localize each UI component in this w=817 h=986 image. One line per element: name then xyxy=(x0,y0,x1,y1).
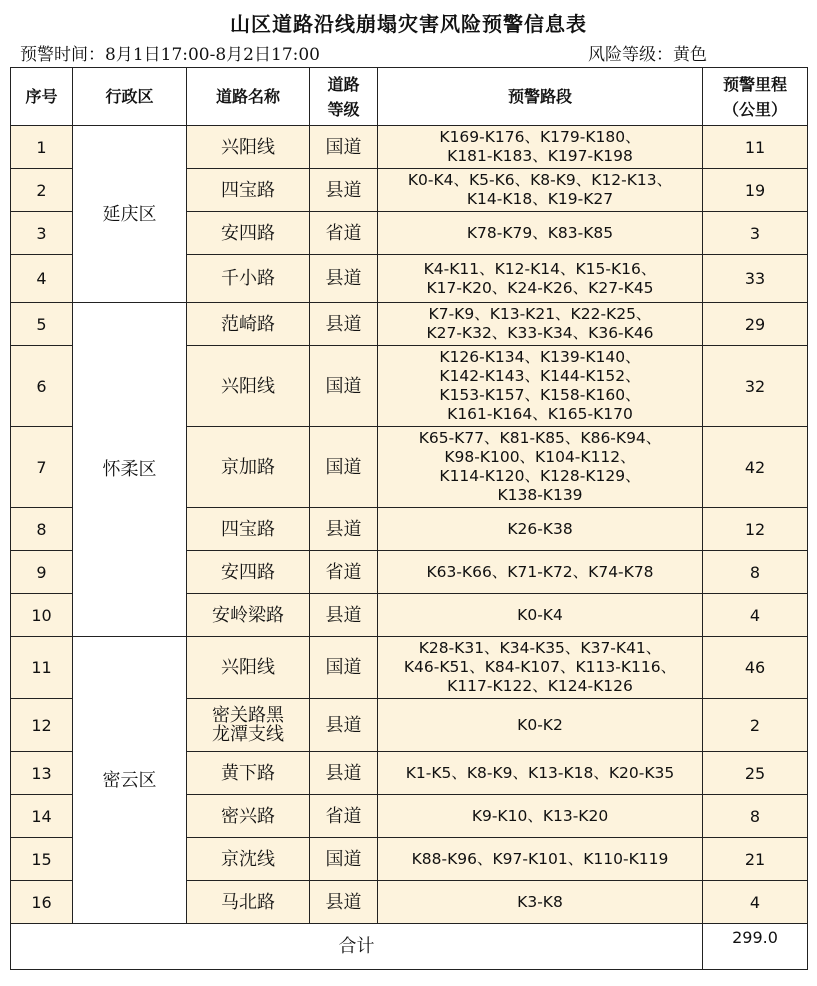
row-segment: K63-K66、K71-K72、K74-K78 xyxy=(378,551,703,594)
row-mileage: 8 xyxy=(703,795,808,838)
row-mileage: 3 xyxy=(703,212,808,255)
row-segment: K7-K9、K13-K21、K22-K25、 K27-K32、K33-K34、K36-K46 xyxy=(378,303,703,346)
row-mileage: 19 xyxy=(703,169,808,212)
row-road-grade: 国道 xyxy=(310,346,378,427)
row-road-grade: 省道 xyxy=(310,212,378,255)
row-segment: K9-K10、K13-K20 xyxy=(378,795,703,838)
district-cell: 延庆区 xyxy=(73,126,187,303)
district-cell: 怀柔区 xyxy=(73,303,187,637)
row-road-name: 京沈线 xyxy=(187,838,310,881)
row-road-name: 四宝路 xyxy=(187,508,310,551)
row-road-name: 京加路 xyxy=(187,427,310,508)
row-seq: 10 xyxy=(11,594,73,637)
row-road-grade: 国道 xyxy=(310,838,378,881)
row-segment: K169-K176、K179-K180、 K181-K183、K197-K198 xyxy=(378,126,703,169)
header-mileage-line1: 预警里程 xyxy=(722,74,787,94)
row-segment: K4-K11、K12-K14、K15-K16、 K17-K20、K24-K26、K27-K45 xyxy=(378,255,703,303)
total-value: 299.0 xyxy=(703,924,808,970)
header-seq: 序号 xyxy=(11,68,73,126)
row-road-name: 密兴路 xyxy=(187,795,310,838)
row-road-name: 千小路 xyxy=(187,255,310,303)
row-mileage: 2 xyxy=(703,699,808,752)
total-row xyxy=(11,924,808,970)
row-segment: K0-K2 xyxy=(378,699,703,752)
row-road-name: 四宝路 xyxy=(187,169,310,212)
row-segment: K26-K38 xyxy=(378,508,703,551)
row-seq: 7 xyxy=(11,427,73,508)
row-segment: K0-K4 xyxy=(378,594,703,637)
district-cell: 密云区 xyxy=(73,637,187,924)
row-mileage: 32 xyxy=(703,346,808,427)
header-road-grade-line2: 等级 xyxy=(327,99,360,119)
header-segment: 预警路段 xyxy=(378,68,703,126)
row-mileage: 42 xyxy=(703,427,808,508)
row-seq: 3 xyxy=(11,212,73,255)
row-segment: K65-K77、K81-K85、K86-K94、 K98-K100、K104-K112、 K114-K120、K128-K129、 K138-K139 xyxy=(378,427,703,508)
row-road-name: 密关路黑 龙潭支线 xyxy=(187,699,310,752)
row-mileage: 11 xyxy=(703,126,808,169)
row-segment: K78-K79、K83-K85 xyxy=(378,212,703,255)
row-segment: K28-K31、K34-K35、K37-K41、 K46-K51、K84-K107、K113-K116、 K117-K122、K124-K126 xyxy=(378,637,703,699)
row-mileage: 25 xyxy=(703,752,808,795)
row-road-name: 兴阳线 xyxy=(187,346,310,427)
row-seq: 13 xyxy=(11,752,73,795)
header-road-grade xyxy=(310,68,378,126)
row-road-name: 范崎路 xyxy=(187,303,310,346)
row-seq: 11 xyxy=(11,637,73,699)
row-road-name: 安岭梁路 xyxy=(187,594,310,637)
warning-table xyxy=(10,67,808,970)
row-segment: K0-K4、K5-K6、K8-K9、K12-K13、 K14-K18、K19-K27 xyxy=(378,169,703,212)
row-road-grade: 县道 xyxy=(310,508,378,551)
row-mileage: 21 xyxy=(703,838,808,881)
row-road-grade: 国道 xyxy=(310,427,378,508)
row-seq: 2 xyxy=(11,169,73,212)
row-segment: K1-K5、K8-K9、K13-K18、K20-K35 xyxy=(378,752,703,795)
row-segment: K126-K134、K139-K140、 K142-K143、K144-K152、 K153-K157、K158-K160、 K161-K164、K165-K170 xyxy=(378,346,703,427)
row-road-grade: 国道 xyxy=(310,637,378,699)
row-road-grade: 国道 xyxy=(310,126,378,169)
table-body xyxy=(11,126,808,970)
row-mileage: 29 xyxy=(703,303,808,346)
row-road-grade: 县道 xyxy=(310,255,378,303)
header-mileage xyxy=(703,68,808,126)
row-road-grade: 省道 xyxy=(310,795,378,838)
row-road-name: 兴阳线 xyxy=(187,126,310,169)
warning-time: 预警时间：8月1日17:00-8月2日17:00 xyxy=(20,45,320,65)
row-seq: 16 xyxy=(11,881,73,924)
row-segment: K3-K8 xyxy=(378,881,703,924)
row-seq: 1 xyxy=(11,126,73,169)
row-road-name: 黄下路 xyxy=(187,752,310,795)
row-road-grade: 县道 xyxy=(310,169,378,212)
row-seq: 9 xyxy=(11,551,73,594)
header-road-grade-line1: 道路 xyxy=(327,74,360,94)
row-road-name: 兴阳线 xyxy=(187,637,310,699)
row-mileage: 4 xyxy=(703,881,808,924)
row-road-name: 安四路 xyxy=(187,551,310,594)
row-road-grade: 县道 xyxy=(310,303,378,346)
row-seq: 4 xyxy=(11,255,73,303)
row-road-grade: 县道 xyxy=(310,699,378,752)
row-road-name: 马北路 xyxy=(187,881,310,924)
risk-level: 风险等级：黄色 xyxy=(588,45,707,65)
header-mileage-line2: （公里） xyxy=(722,99,787,119)
row-seq: 8 xyxy=(11,508,73,551)
row-road-grade: 县道 xyxy=(310,752,378,795)
row-mileage: 8 xyxy=(703,551,808,594)
row-segment: K88-K96、K97-K101、K110-K119 xyxy=(378,838,703,881)
header-district: 行政区 xyxy=(73,68,187,126)
row-seq: 6 xyxy=(11,346,73,427)
header-road-name: 道路名称 xyxy=(187,68,310,126)
total-label: 合计 xyxy=(11,924,703,970)
row-seq: 14 xyxy=(11,795,73,838)
row-mileage: 4 xyxy=(703,594,808,637)
row-road-grade: 县道 xyxy=(310,594,378,637)
row-seq: 12 xyxy=(11,699,73,752)
table-row xyxy=(11,126,808,169)
table-row xyxy=(11,637,808,699)
row-mileage: 12 xyxy=(703,508,808,551)
row-road-grade: 省道 xyxy=(310,551,378,594)
row-road-name: 安四路 xyxy=(187,212,310,255)
row-mileage: 46 xyxy=(703,637,808,699)
row-seq: 15 xyxy=(11,838,73,881)
row-road-grade: 县道 xyxy=(310,881,378,924)
table-row xyxy=(11,303,808,346)
document-title: 山区道路沿线崩塌灾害风险预警信息表 xyxy=(230,12,587,36)
row-mileage: 33 xyxy=(703,255,808,303)
row-seq: 5 xyxy=(11,303,73,346)
